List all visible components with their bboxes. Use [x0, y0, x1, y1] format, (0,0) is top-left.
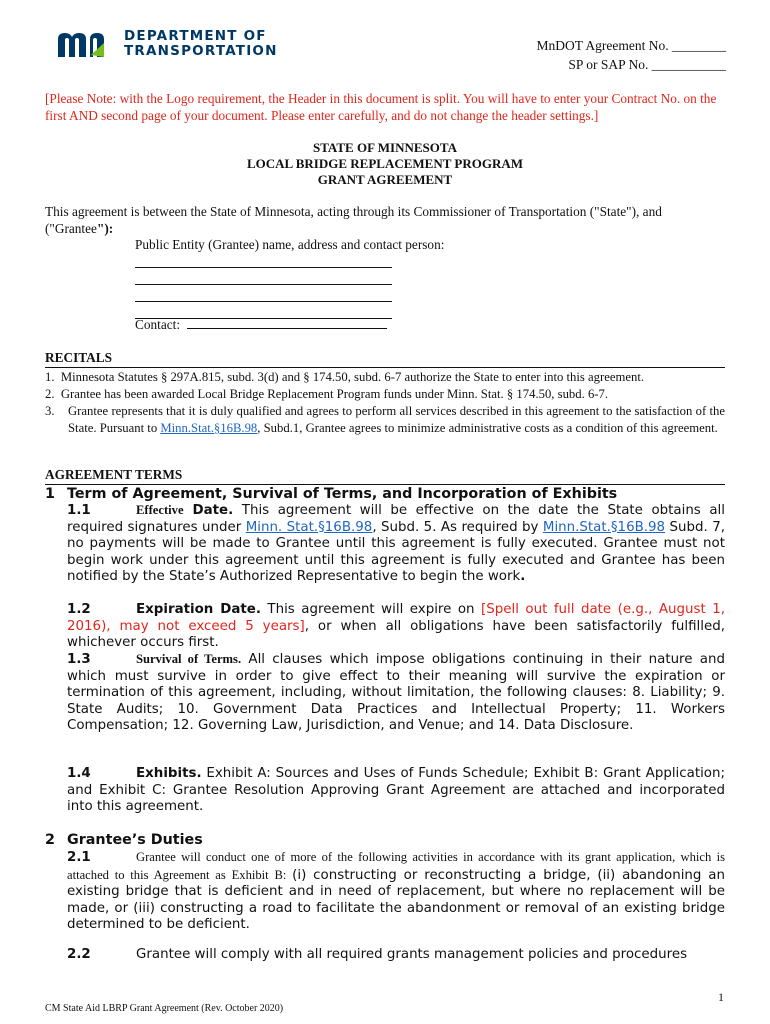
clause-number: 1.2 [67, 602, 91, 617]
mndot-logo [58, 29, 278, 59]
clause-2-2: 2.2 Grantee will comply with all required grants management policies and procedures [67, 947, 688, 962]
clause-2-1: 2.1 Grantee will conduct one of more of the following activities in accordance with its grant application, which is attached to this Agreement as Exhibit B: (i) constructing or reconstructing a bridge, (ii) abandoning an existing bridge that is deficient and in need of replacement, but where no replacement will be made, or (iii) constructing a road to facilitate the abandonment or removal of an existing bridge determined to be deficient. [67, 850, 725, 932]
recital-item: 1. Minnesota Statutes § 297A.815, subd. 3(d) and § 174.50, subd. 6-7 authorize the State to enter into this agreement. [45, 370, 645, 384]
logo-line-1: DEPARTMENT OF [124, 28, 267, 44]
entity-line[interactable] [135, 290, 392, 302]
contact-label: Contact: [135, 317, 181, 332]
expiration-date-placeholder[interactable]: [Spell out full date (e.g., August 1, 2016), may not exceed 5 years] [67, 602, 725, 634]
section-2-title: Grantee’s Duties [67, 832, 203, 848]
agreement-terms-heading: AGREEMENT TERMS [45, 467, 725, 485]
intro-paragraph [45, 203, 735, 237]
clause-1-4: 1.4 Exhibits. Exhibit A: Sources and Uses of Funds Schedule; Exhibit B: Grant Application; and Exhibit C: Grantee Resolution Approving Grant Agreement are attached and incorporated into this agreement. [67, 766, 725, 814]
contact-row [135, 316, 387, 333]
clause-1-3: 1.3 Survival of Terms. All clauses which impose obligations continuing in their nature and which must survive in order to give effect to their meaning will survive the expiration or termination of this agreement, including, without limitation, the following clauses: 8. Liability; 9. State Audits; 10. Government Data Practices and Intellectual Property; 11. Workers Compensation; 12. Governing Law, Jurisdiction, and Venue; and 14. Data Disclosure. [67, 652, 726, 733]
section-1-number: 1 [45, 486, 55, 502]
recital-item: Grantee represents that it is duly qualified and agrees to perform all services described in this agreement to the satisfaction of the State. Pursuant to Minn.Stat.§16B.98, Subd.1, Grantee agrees to minimize administrative costs as a condition of this agreement. [68, 404, 725, 435]
clause-number: 2.2 [67, 947, 91, 962]
statute-link[interactable]: Minn.Stat.§16B.98 [542, 519, 666, 535]
page-number: 1 [718, 990, 724, 1004]
statute-link[interactable]: Minn.Stat.§16B.98 [160, 421, 258, 435]
title-line-1: STATE OF MINNESOTA [313, 140, 457, 155]
entity-fill-lines [135, 256, 392, 319]
contact-line[interactable] [187, 317, 387, 329]
recital-number: 3. [45, 404, 55, 418]
clause-number: 1.3 [67, 652, 91, 667]
mn-logo-icon [58, 31, 120, 57]
footer-revision: CM State Aid LBRP Grant Agreement (Rev. October 2020) [45, 1003, 284, 1014]
entity-label: Public Entity (Grantee) name, address and contact person: [135, 237, 445, 252]
intro-text: This agreement is between the State of Minnesota, acting through its Commissioner of Transportation ("State"), and [45, 204, 662, 219]
logo-header-note: [Please Note: with the Logo requirement, the Header in this document is split. You will have to enter your Contract No. on the first AND second page of your document. Please enter carefully, and do not change the header settings.] [45, 91, 717, 123]
logo-wordmark [124, 29, 278, 59]
clause-number: 2.1 [67, 850, 91, 865]
recitals-heading: RECITALS [45, 350, 725, 368]
logo-line-2: TRANSPORTATION [124, 43, 278, 59]
statute-link[interactable]: Minn. Stat.§16B.98 [245, 519, 373, 535]
clause-1-2: 1.2 Expiration Date. This agreement will expire on [Spell out full date (e.g., August 1, 2016), may not exceed 5 years], or when all obligations have been satisfactorily fulfilled, whichever occurs first. [67, 602, 725, 650]
title-line-2: LOCAL BRIDGE REPLACEMENT PROGRAM [246, 156, 524, 171]
clause-number: 1.4 [67, 766, 91, 781]
entity-line[interactable] [135, 273, 392, 285]
sp-sap-number: SP or SAP No. ___________ [568, 57, 726, 72]
agreement-number: MnDOT Agreement No. ________ [536, 38, 726, 53]
section-1-title: Term of Agreement, Survival of Terms, and Incorporation of Exhibits [67, 486, 618, 502]
clause-number: 1.1 [67, 503, 91, 518]
clause-1-1: 1.1 Effective Date. This agreement will be effective on the date the State obtains all required signatures under Minn. Stat.§16B.98, Subd. 5. As required by Minn.Stat.§16B.98 Subd. 7, no payments will be made to Grantee until this agreement is fully executed. Grantee must not begin work under this agreement until this agreement is fully executed and Grantee has been notified by the State’s Authorized Representative to begin the work. [67, 503, 725, 584]
title-line-3: GRANT AGREEMENT [317, 172, 453, 187]
intro-grantee: ("Grantee"): [45, 221, 114, 236]
entity-line[interactable] [135, 256, 392, 268]
section-2-number: 2 [45, 832, 55, 848]
recital-item: 2. Grantee has been awarded Local Bridge Replacement Program funds under Minn. Stat. § 174.50, subd. 6-7. [45, 387, 609, 401]
